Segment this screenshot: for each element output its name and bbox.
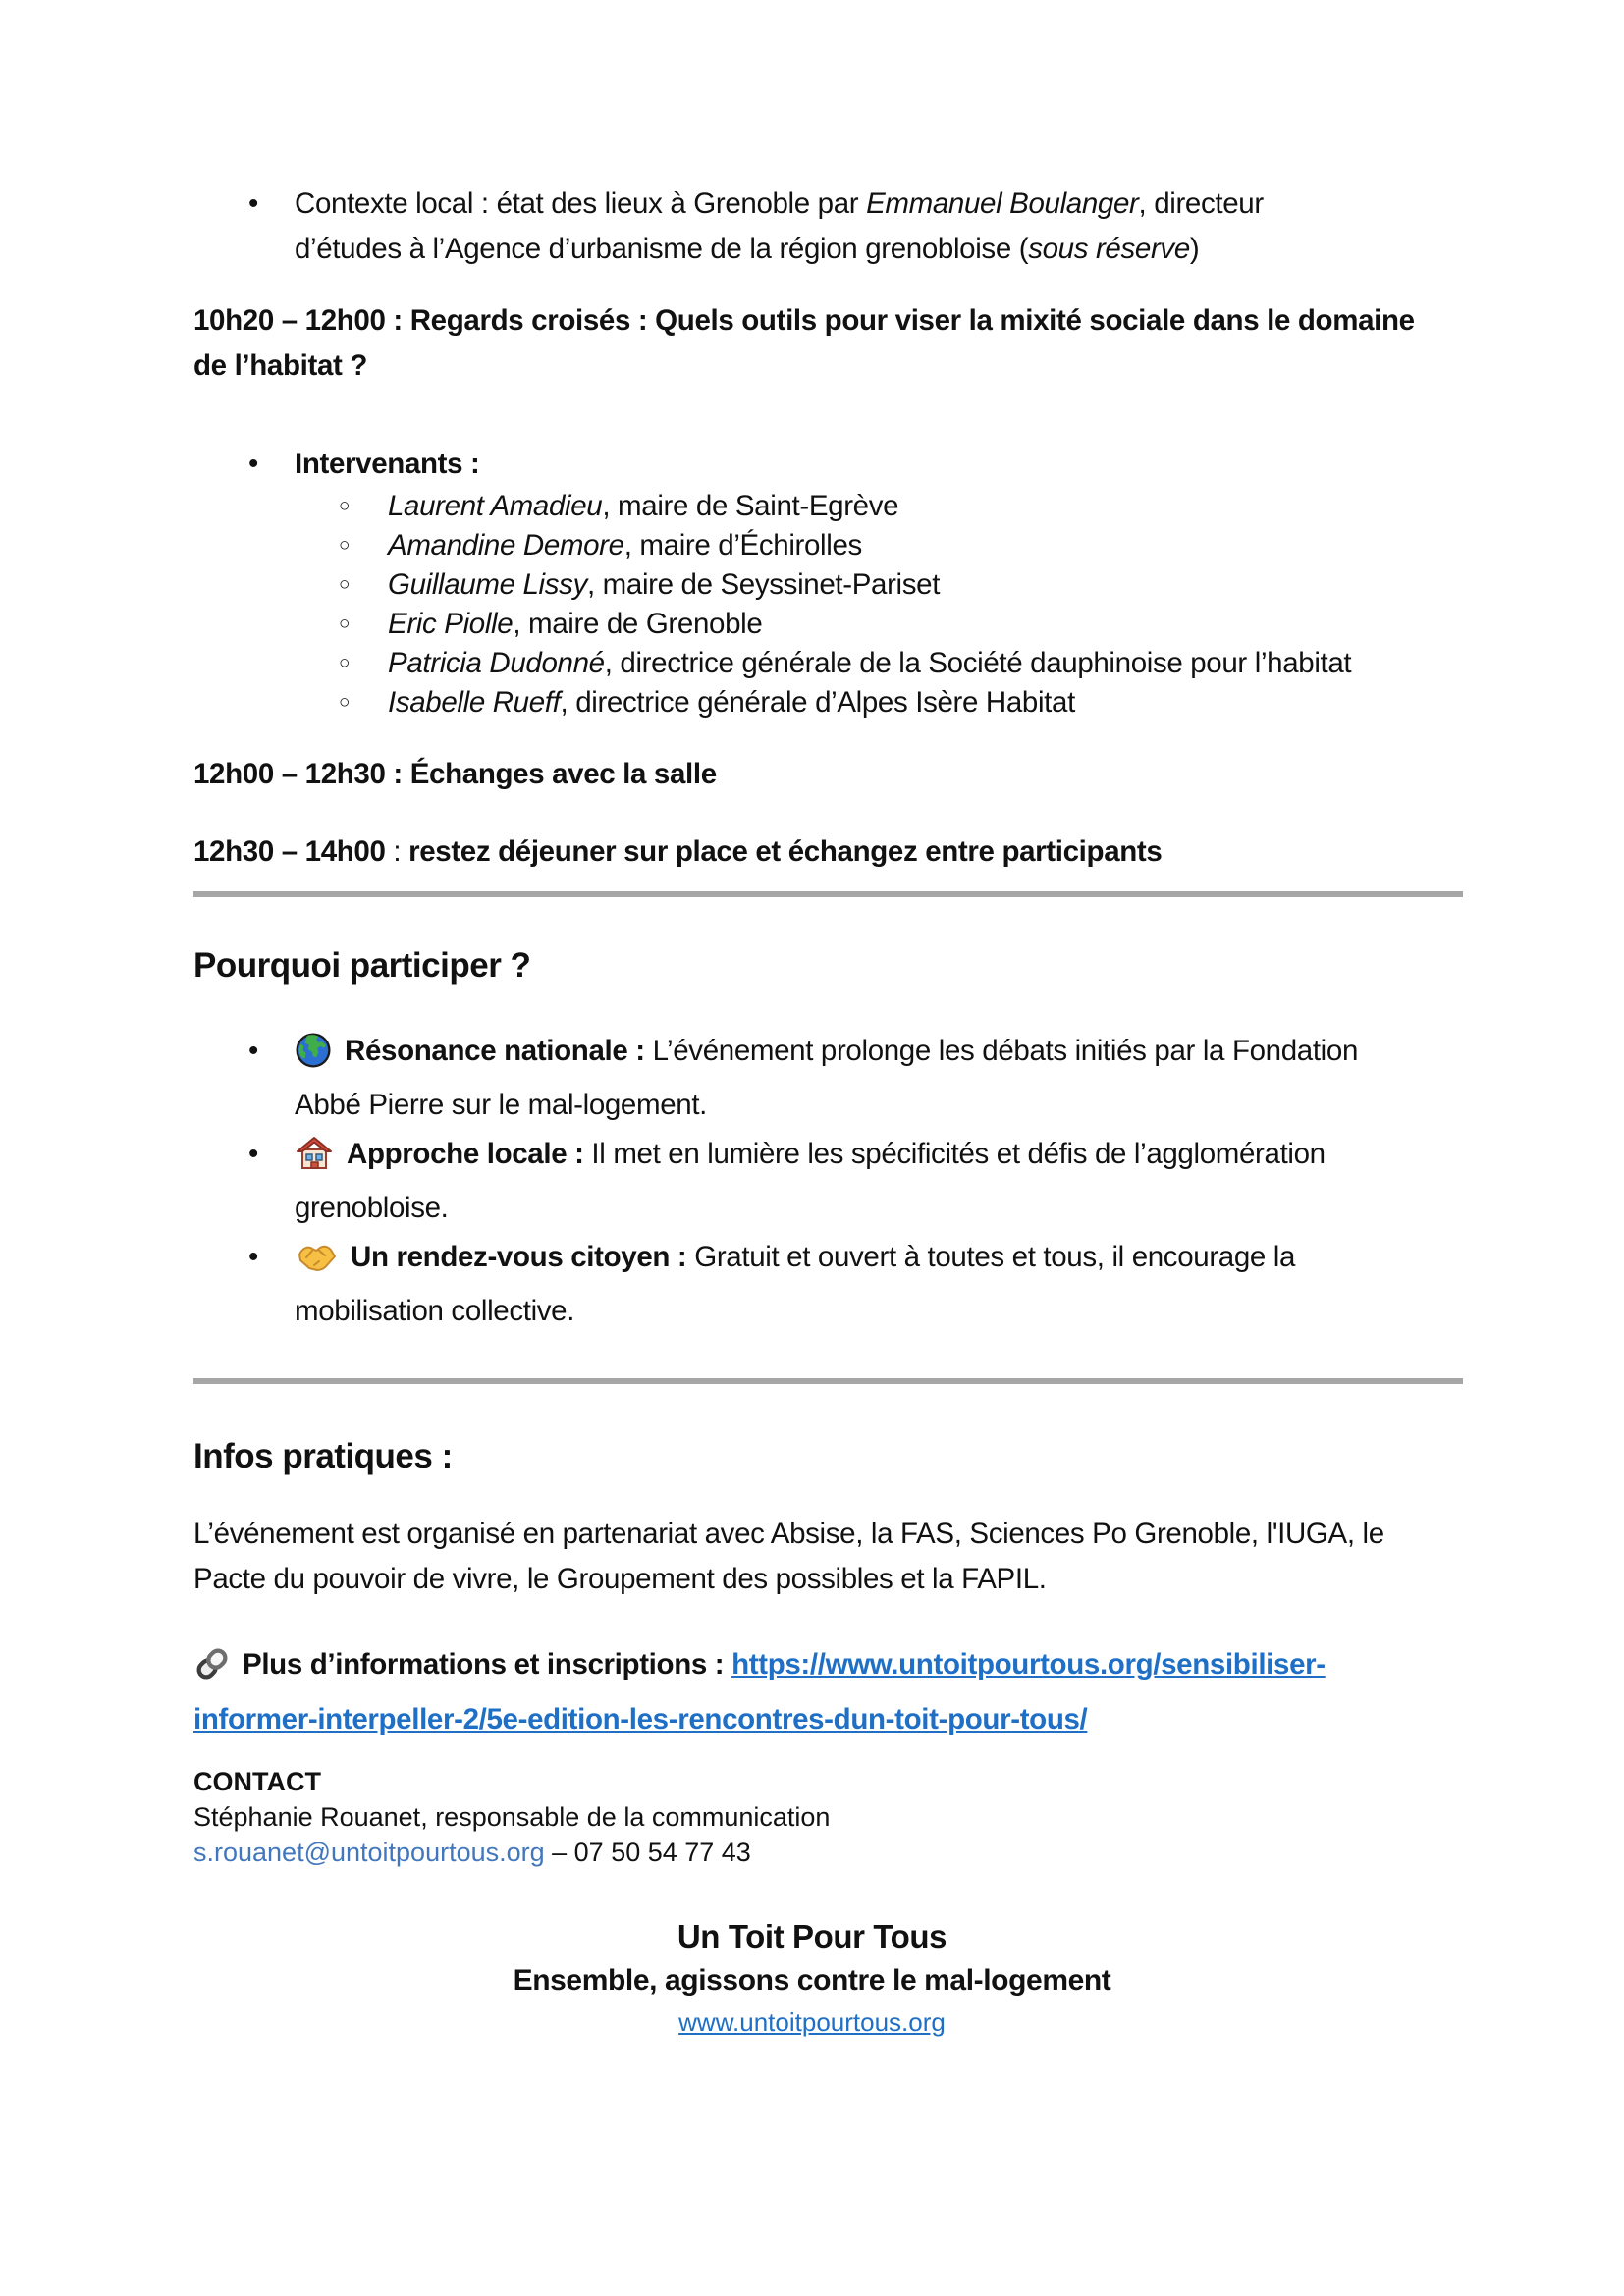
org-name: Un Toit Pour Tous	[677, 1918, 947, 1954]
speaker-item	[193, 526, 1463, 565]
infos-pratiques-title: Infos pratiques :	[193, 1437, 453, 1475]
speaker-text: Isabelle Rueff, directrice générale d’Alpes Isère Habitat	[388, 686, 1075, 719]
bullet-marker-icon: •	[248, 187, 258, 220]
why-bullet-resonance-text: Résonance nationale : L’événement prolonge les débats initiés par la Fondation Abbé Pierre sur le mal-logement.	[295, 1029, 1358, 1128]
contact-heading: CONTACT	[193, 1767, 321, 1796]
contact-email-link[interactable]: s.rouanet@untoitpourtous.org	[193, 1838, 545, 1867]
footer-block	[0, 1914, 1624, 2042]
circle-bullet-icon: ○	[339, 692, 351, 713]
registration-link[interactable]: https://www.untoitpourtous.org/sensibiliser- informer-interpeller-2/5e-edition-les-rencontres-dun-toit-pour-tous/	[193, 1648, 1326, 1735]
speaker-text: Laurent Amadieu, maire de Saint-Egrève	[388, 490, 899, 522]
speaker-text: Patricia Dudonné, directrice générale de la Société dauphinoise pour l’habitat	[388, 647, 1352, 679]
handshake-icon	[295, 1242, 338, 1289]
partners-paragraph: L’événement est organisé en partenariat avec Absise, la FAS, Sciences Po Grenoble, l'IUGA, le Pacte du pouvoir de vivre, le Groupement des possibles et la FAPIL.	[193, 1518, 1384, 1595]
intervenants-bullet	[193, 442, 1463, 487]
bullet-marker-icon: •	[248, 1035, 258, 1067]
bullet-marker-icon: •	[248, 1138, 258, 1170]
session-heading-echanges: 12h00 – 12h30 : Échanges avec la salle	[193, 758, 717, 790]
more-info-line	[193, 1641, 1463, 1742]
contact-block	[193, 1764, 1463, 1870]
speaker-text: Amandine Demore, maire d’Échirolles	[388, 529, 862, 561]
circle-bullet-icon: ○	[339, 574, 351, 595]
document-content	[0, 182, 1624, 2042]
why-list	[193, 1029, 1463, 1334]
speaker-item	[193, 644, 1463, 683]
org-website-link[interactable]: www.untoitpourtous.org	[678, 2007, 946, 2037]
session-heading-regards-croises: 10h20 – 12h00 : Regards croisés : Quels outils pour viser la mixité sociale dans le domaine de l’habitat ?	[193, 304, 1415, 382]
why-bullet-approche	[193, 1132, 1463, 1231]
why-bullet-citoyen-text: Un rendez-vous citoyen : Gratuit et ouvert à toutes et tous, il encourage la mobilisation collective.	[295, 1241, 1296, 1327]
why-participate-title: Pourquoi participer ?	[193, 946, 531, 985]
globe-icon	[295, 1032, 332, 1083]
speaker-text: Eric Piolle, maire de Grenoble	[388, 608, 763, 640]
contact-phone: – 07 50 54 77 43	[544, 1838, 751, 1867]
speaker-item	[193, 565, 1463, 605]
agenda-bullet-context	[193, 182, 1463, 272]
why-bullet-approche-text: Approche locale : Il met en lumière les spécificités et défis de l’agglomération grenobloise.	[295, 1132, 1326, 1231]
speaker-item	[193, 683, 1463, 722]
agenda-bullet-context-text: Contexte local : état des lieux à Grenoble par Emmanuel Boulanger, directeur d’études à l’Agence d’urbanisme de la région grenobloise (sous réserve)	[295, 187, 1264, 265]
speaker-text: Guillaume Lissy, maire de Seyssinet-Pariset	[388, 568, 941, 601]
speaker-item	[193, 605, 1463, 644]
org-website-line	[0, 2002, 1624, 2042]
speaker-item	[193, 487, 1463, 526]
why-bullet-citoyen	[193, 1235, 1463, 1334]
circle-bullet-icon: ○	[339, 496, 351, 516]
circle-bullet-icon: ○	[339, 535, 351, 556]
circle-bullet-icon: ○	[339, 614, 351, 634]
org-tagline: Ensemble, agissons contre le mal-logement	[513, 1964, 1111, 1997]
section-divider	[193, 891, 1463, 897]
session-heading-dejeuner: 12h30 – 14h00 : restez déjeuner sur place et échangez entre participants	[193, 835, 1163, 868]
why-bullet-resonance	[193, 1029, 1463, 1128]
contact-email-line	[193, 1835, 1463, 1870]
bullet-marker-icon: •	[248, 448, 258, 480]
house-icon	[295, 1135, 334, 1186]
intervenants-label: Intervenants :	[295, 448, 480, 480]
speakers-list	[193, 487, 1463, 722]
bullet-marker-icon: •	[248, 1241, 258, 1273]
contact-person: Stéphanie Rouanet, responsable de la communication	[193, 1802, 831, 1832]
agenda-list	[193, 182, 1463, 272]
section-divider	[193, 1378, 1463, 1384]
circle-bullet-icon: ○	[339, 653, 351, 673]
intervenants-list	[193, 442, 1463, 487]
link-icon	[193, 1645, 231, 1696]
more-info-label: Plus d’informations et inscriptions :	[243, 1648, 732, 1681]
